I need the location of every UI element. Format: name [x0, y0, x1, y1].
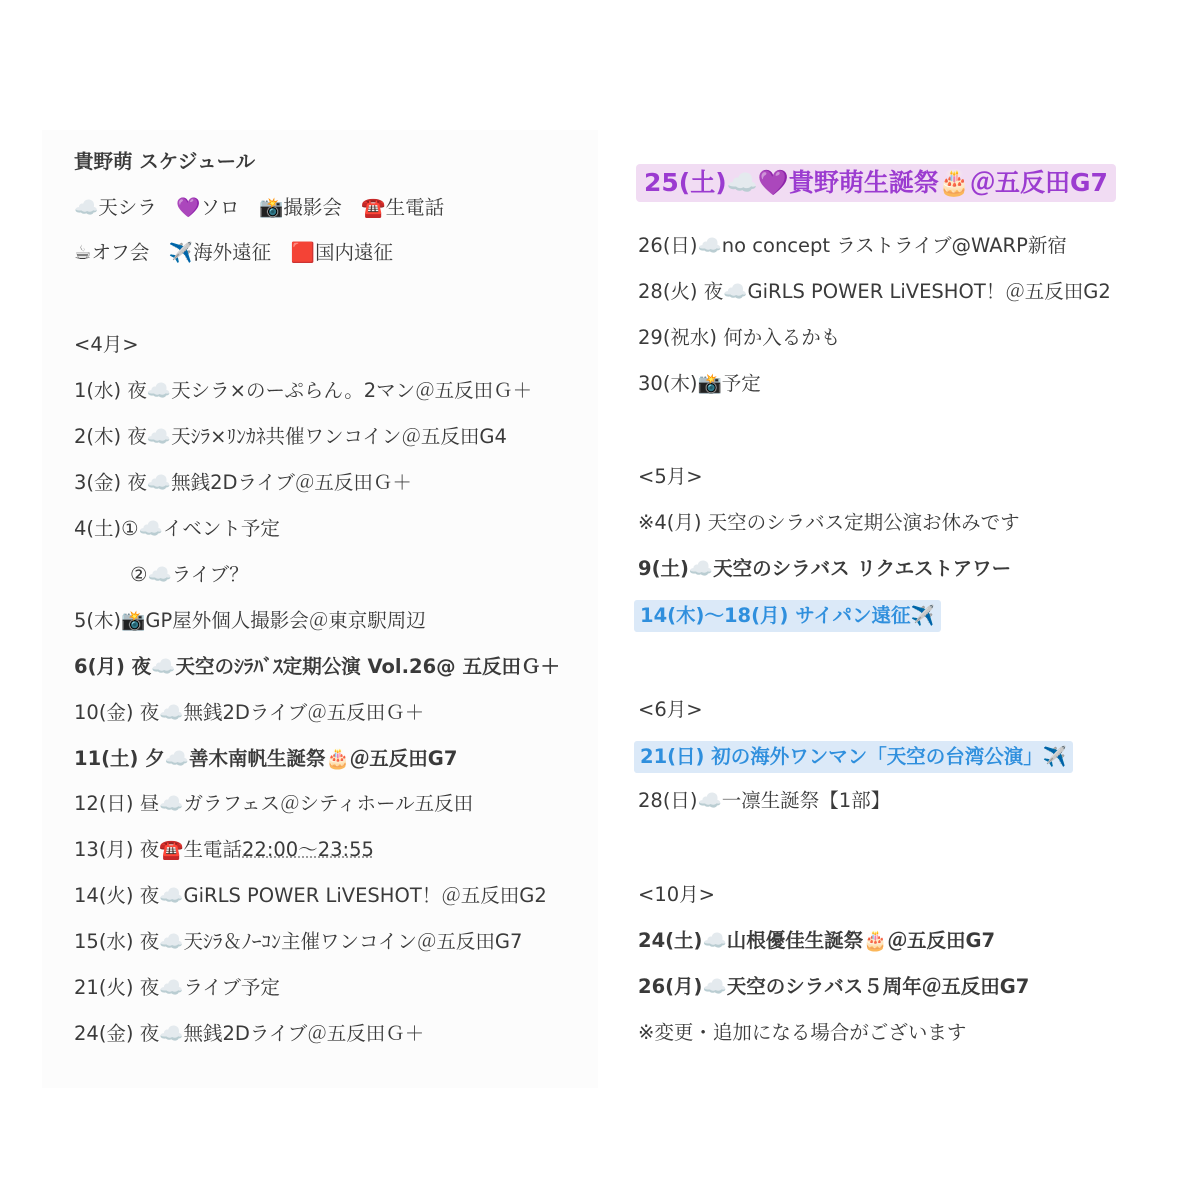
event-item: ※4(月) 天空のシラバス定期公演お休みです: [638, 511, 1020, 534]
birthday-event-highlight: 25(土)☁️💜貴野萌生誕祭🎂＠五反田G7: [636, 164, 1116, 202]
event-item: 21(火) 夜☁️ライブ予定: [74, 976, 280, 999]
event-item: 24(金) 夜☁️無銭2Dライブ＠五反田Ｇ＋: [74, 1022, 425, 1045]
april-header: <4月>: [74, 333, 139, 356]
event-item: 12(日) 昼☁️ガラフェス＠シティホール五反田: [74, 792, 474, 815]
overseas-event-highlight: 14(木)～18(月) サイパン遠征✈️: [634, 600, 941, 632]
october-header: <10月>: [638, 883, 715, 906]
may-header: <5月>: [638, 465, 703, 488]
schedule-right-panel: [602, 158, 1158, 1088]
event-item: 5(木)📸GP屋外個人撮影会＠東京駅周辺: [74, 609, 426, 632]
event-item: 10(金) 夜☁️無銭2Dライブ＠五反田Ｇ＋: [74, 701, 425, 724]
event-item: 1(水) 夜☁️天シラ×のーぷらん。2マン＠五反田Ｇ＋: [74, 379, 533, 402]
event-item-highlight: 24(土)☁️山根優佳生誕祭🎂＠五反田G7: [638, 929, 996, 952]
event-item-phone: [74, 836, 374, 864]
schedule-note: ※変更・追加になる場合がございます: [638, 1021, 967, 1044]
event-item: 2(木) 夜☁️天ｼﾗ×ﾘﾝｶﾈ共催ワンコイン＠五反田G4: [74, 425, 507, 448]
event-item-highlight: 6(月) 夜☁️天空のｼﾗﾊﾞｽ定期公演 Vol.26@ 五反田Ｇ＋: [74, 655, 560, 678]
event-item-highlight: 9(土)☁️天空のシラバス リクエストアワー: [638, 557, 1012, 580]
legend-row-1: ☁️天シラ 💜ソロ 📸撮影会 ☎️生電話: [74, 196, 445, 219]
event-item: ②☁️ライブ？: [130, 563, 249, 586]
legend-row-2: ☕オフ会 ✈️海外遠征 🟥国内遠征: [74, 241, 393, 264]
schedule-title: 貴野萌 スケジュール: [74, 150, 256, 173]
event-item-highlight: 26(月)☁️天空のシラバス５周年＠五反田G7: [638, 975, 1030, 998]
event-item-highlight: 11(土) 夕☁️善木南帆生誕祭🎂＠五反田G7: [74, 747, 458, 770]
phone-time-link[interactable]: 22:00～23:55: [242, 838, 374, 861]
event-item: 28(火) 夜☁️GiRLS POWER LiVESHOT！＠五反田G2: [638, 280, 1111, 303]
event-item: 29(祝水) 何か入るかも: [638, 326, 841, 349]
event-item: 26(日)☁️no concept ラストライブ@WARP新宿: [638, 234, 1067, 257]
overseas-event-highlight: 21(日) 初の海外ワンマン「天空の台湾公演」✈️: [634, 741, 1073, 773]
june-header: <6月>: [638, 698, 703, 721]
event-item: 3(金) 夜☁️無銭2Dライブ＠五反田Ｇ＋: [74, 471, 412, 494]
schedule-left-panel: [42, 130, 598, 1088]
event-item: 15(水) 夜☁️天ｼﾗ＆ﾉｰｺﾝ主催ワンコイン＠五反田G7: [74, 930, 523, 953]
event-item: 28(日)☁️一凛生誕祭【1部】: [638, 789, 891, 812]
phone-event-label: 13(月) 夜☎️生電話: [74, 838, 243, 861]
event-item: 14(火) 夜☁️GiRLS POWER LiVESHOT！＠五反田G2: [74, 884, 547, 907]
event-item: 30(木)📸予定: [638, 372, 761, 395]
event-item: 4(土)①☁️イベント予定: [74, 517, 280, 540]
